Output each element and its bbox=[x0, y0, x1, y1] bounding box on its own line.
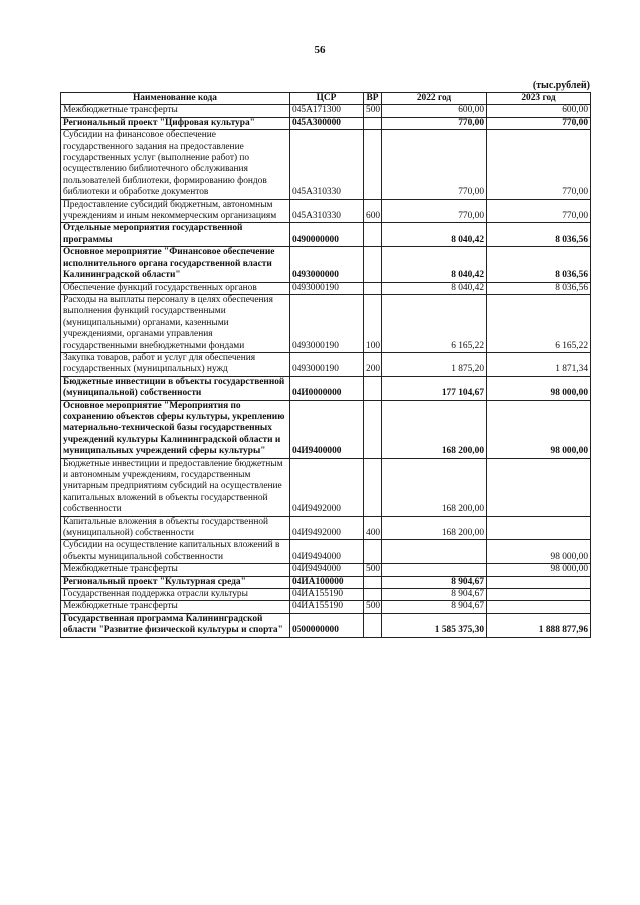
row-csr-cell: 04ИА155190 bbox=[290, 601, 364, 613]
row-2022-cell: 168 200,00 bbox=[382, 400, 487, 458]
row-csr-cell: 045A310330 bbox=[290, 199, 364, 223]
row-2023-cell: 6 165,22 bbox=[487, 294, 591, 352]
row-csr-cell: 04И9492000 bbox=[290, 458, 364, 516]
header-name: Наименование кода bbox=[61, 93, 290, 105]
header-vr: ВР bbox=[364, 93, 382, 105]
row-vr-cell bbox=[364, 540, 382, 564]
row-2023-cell: 600,00 bbox=[487, 105, 591, 117]
table-row bbox=[61, 199, 591, 223]
row-2022-cell: 770,00 bbox=[382, 199, 487, 223]
row-csr-cell: 0493000190 bbox=[290, 282, 364, 294]
row-2023-cell: 98 000,00 bbox=[487, 400, 591, 458]
row-name-cell: Основное мероприятие "Мероприятия по сохранению объектов сферы культуры, укреплению материально-технической базы государственных учреждений культуры Калининградской области и муниципальных учреждений сферы культуры" bbox=[61, 400, 290, 458]
row-2023-cell: 98 000,00 bbox=[487, 540, 591, 564]
row-name-cell: Субсидии на осуществление капитальных вложений в объекты муниципальной собственности bbox=[61, 540, 290, 564]
row-2023-cell: 98 000,00 bbox=[487, 376, 591, 400]
row-2023-cell bbox=[487, 601, 591, 613]
budget-table bbox=[60, 92, 591, 638]
row-name-cell: Государственная программа Калининградской области "Развитие физической культуры и спорта" bbox=[61, 613, 290, 637]
row-2022-cell: 168 200,00 bbox=[382, 458, 487, 516]
table-row bbox=[61, 294, 591, 352]
row-2023-cell: 98 000,00 bbox=[487, 564, 591, 576]
row-csr-cell: 04И0000000 bbox=[290, 376, 364, 400]
row-vr-cell bbox=[364, 458, 382, 516]
table-row bbox=[61, 400, 591, 458]
row-vr-cell: 100 bbox=[364, 294, 382, 352]
row-name-cell: Бюджетные инвестиции и предоставление бюджетным и автономным учреждениям, государственным унитарным предприятиям субсидий на осуществление капитальных вложений в объекты государственной собственности bbox=[61, 458, 290, 516]
row-2023-cell: 770,00 bbox=[487, 117, 591, 129]
row-2023-cell bbox=[487, 576, 591, 588]
table-row bbox=[61, 282, 591, 294]
table-row bbox=[61, 247, 591, 282]
table-row bbox=[61, 613, 591, 637]
row-name-cell: Межбюджетные трансферты bbox=[61, 564, 290, 576]
row-vr-cell bbox=[364, 376, 382, 400]
row-vr-cell bbox=[364, 130, 382, 199]
table-row bbox=[61, 601, 591, 613]
row-2022-cell: 8 904,67 bbox=[382, 576, 487, 588]
row-name-cell: Региональный проект "Цифровая культура" bbox=[61, 117, 290, 129]
row-csr-cell: 045A310330 bbox=[290, 130, 364, 199]
row-csr-cell: 0500000000 bbox=[290, 613, 364, 637]
header-csr: ЦСР bbox=[290, 93, 364, 105]
row-2023-cell: 8 036,56 bbox=[487, 223, 591, 247]
row-2022-cell: 1 875,20 bbox=[382, 352, 487, 376]
row-2022-cell: 8 904,67 bbox=[382, 601, 487, 613]
table-row bbox=[61, 516, 591, 540]
row-2022-cell: 8 040,42 bbox=[382, 282, 487, 294]
row-name-cell: Государственная поддержка отрасли культуры bbox=[61, 589, 290, 601]
row-2023-cell: 8 036,56 bbox=[487, 282, 591, 294]
row-csr-cell: 04ИА155190 bbox=[290, 589, 364, 601]
row-2022-cell: 168 200,00 bbox=[382, 516, 487, 540]
row-2023-cell: 1 888 877,96 bbox=[487, 613, 591, 637]
row-name-cell: Обеспечение функций государственных органов bbox=[61, 282, 290, 294]
row-2023-cell: 1 871,34 bbox=[487, 352, 591, 376]
table-row bbox=[61, 105, 591, 117]
row-2022-cell: 8 040,42 bbox=[382, 247, 487, 282]
row-2022-cell: 600,00 bbox=[382, 105, 487, 117]
table-row bbox=[61, 352, 591, 376]
row-csr-cell: 0493000000 bbox=[290, 247, 364, 282]
row-2023-cell bbox=[487, 516, 591, 540]
table-row bbox=[61, 540, 591, 564]
row-csr-cell: 04И9494000 bbox=[290, 540, 364, 564]
row-vr-cell: 400 bbox=[364, 516, 382, 540]
row-csr-cell: 04И9494000 bbox=[290, 564, 364, 576]
row-2023-cell: 770,00 bbox=[487, 199, 591, 223]
row-2023-cell: 8 036,56 bbox=[487, 247, 591, 282]
row-2023-cell: 770,00 bbox=[487, 130, 591, 199]
row-name-cell: Субсидии на финансовое обеспечение государственного задания на предоставление государственных услуг (выполнение работ) по осуществлению библиотечного обслуживания пользователей библиотеки, формированию фондов библиотеки и обработке документов bbox=[61, 130, 290, 199]
row-vr-cell bbox=[364, 400, 382, 458]
row-name-cell: Отдельные мероприятия государственной программы bbox=[61, 223, 290, 247]
row-csr-cell: 04И9400000 bbox=[290, 400, 364, 458]
table-row bbox=[61, 130, 591, 199]
row-vr-cell bbox=[364, 589, 382, 601]
row-2022-cell: 6 165,22 bbox=[382, 294, 487, 352]
row-2022-cell: 8 040,42 bbox=[382, 223, 487, 247]
row-2022-cell: 8 904,67 bbox=[382, 589, 487, 601]
row-vr-cell bbox=[364, 117, 382, 129]
table-row bbox=[61, 376, 591, 400]
row-csr-cell: 045A300000 bbox=[290, 117, 364, 129]
table-row bbox=[61, 117, 591, 129]
row-csr-cell: 0493000190 bbox=[290, 352, 364, 376]
header-2023: 2023 год bbox=[487, 93, 591, 105]
row-vr-cell: 200 bbox=[364, 352, 382, 376]
row-csr-cell: 0493000190 bbox=[290, 294, 364, 352]
table-body bbox=[61, 105, 591, 637]
row-name-cell: Закупка товаров, работ и услуг для обеспечения государственных (муниципальных) нужд bbox=[61, 352, 290, 376]
row-name-cell: Основное мероприятие "Финансовое обеспечение исполнительного органа государственной власти Калининградской области" bbox=[61, 247, 290, 282]
table-row bbox=[61, 458, 591, 516]
row-vr-cell: 500 bbox=[364, 105, 382, 117]
row-csr-cell: 0490000000 bbox=[290, 223, 364, 247]
header-2022: 2022 год bbox=[382, 93, 487, 105]
row-name-cell: Предоставление субсидий бюджетным, автономным учреждениям и иным некоммерческим организациям bbox=[61, 199, 290, 223]
row-csr-cell: 045A171300 bbox=[290, 105, 364, 117]
table-row bbox=[61, 223, 591, 247]
row-name-cell: Межбюджетные трансферты bbox=[61, 601, 290, 613]
row-name-cell: Капитальные вложения в объекты государственной (муниципальной) собственности bbox=[61, 516, 290, 540]
row-name-cell: Межбюджетные трансферты bbox=[61, 105, 290, 117]
table-header-row bbox=[61, 93, 591, 105]
row-2023-cell bbox=[487, 458, 591, 516]
row-2022-cell: 770,00 bbox=[382, 117, 487, 129]
row-vr-cell bbox=[364, 576, 382, 588]
row-2023-cell bbox=[487, 589, 591, 601]
table-row bbox=[61, 589, 591, 601]
row-vr-cell: 500 bbox=[364, 601, 382, 613]
row-name-cell: Расходы на выплаты персоналу в целях обеспечения выполнения функций государственными (муниципальными) органами, казенными учреждениями, органами управления государственными внебюджетными фондами bbox=[61, 294, 290, 352]
page-number: 56 bbox=[314, 44, 326, 56]
table-row bbox=[61, 564, 591, 576]
row-2022-cell: 177 104,67 bbox=[382, 376, 487, 400]
row-vr-cell: 600 bbox=[364, 199, 382, 223]
row-2022-cell: 770,00 bbox=[382, 130, 487, 199]
row-vr-cell bbox=[364, 282, 382, 294]
row-csr-cell: 04И9492000 bbox=[290, 516, 364, 540]
row-2022-cell: 1 585 375,30 bbox=[382, 613, 487, 637]
row-name-cell: Бюджетные инвестиции в объекты государственной (муниципальной) собственности bbox=[61, 376, 290, 400]
row-name-cell: Региональный проект "Культурная среда" bbox=[61, 576, 290, 588]
row-vr-cell bbox=[364, 247, 382, 282]
units-label: (тыс.рублей) bbox=[532, 80, 590, 91]
row-2022-cell bbox=[382, 564, 487, 576]
row-vr-cell: 500 bbox=[364, 564, 382, 576]
row-vr-cell bbox=[364, 223, 382, 247]
row-vr-cell bbox=[364, 613, 382, 637]
table-row bbox=[61, 576, 591, 588]
row-csr-cell: 04ИА100000 bbox=[290, 576, 364, 588]
row-2022-cell bbox=[382, 540, 487, 564]
